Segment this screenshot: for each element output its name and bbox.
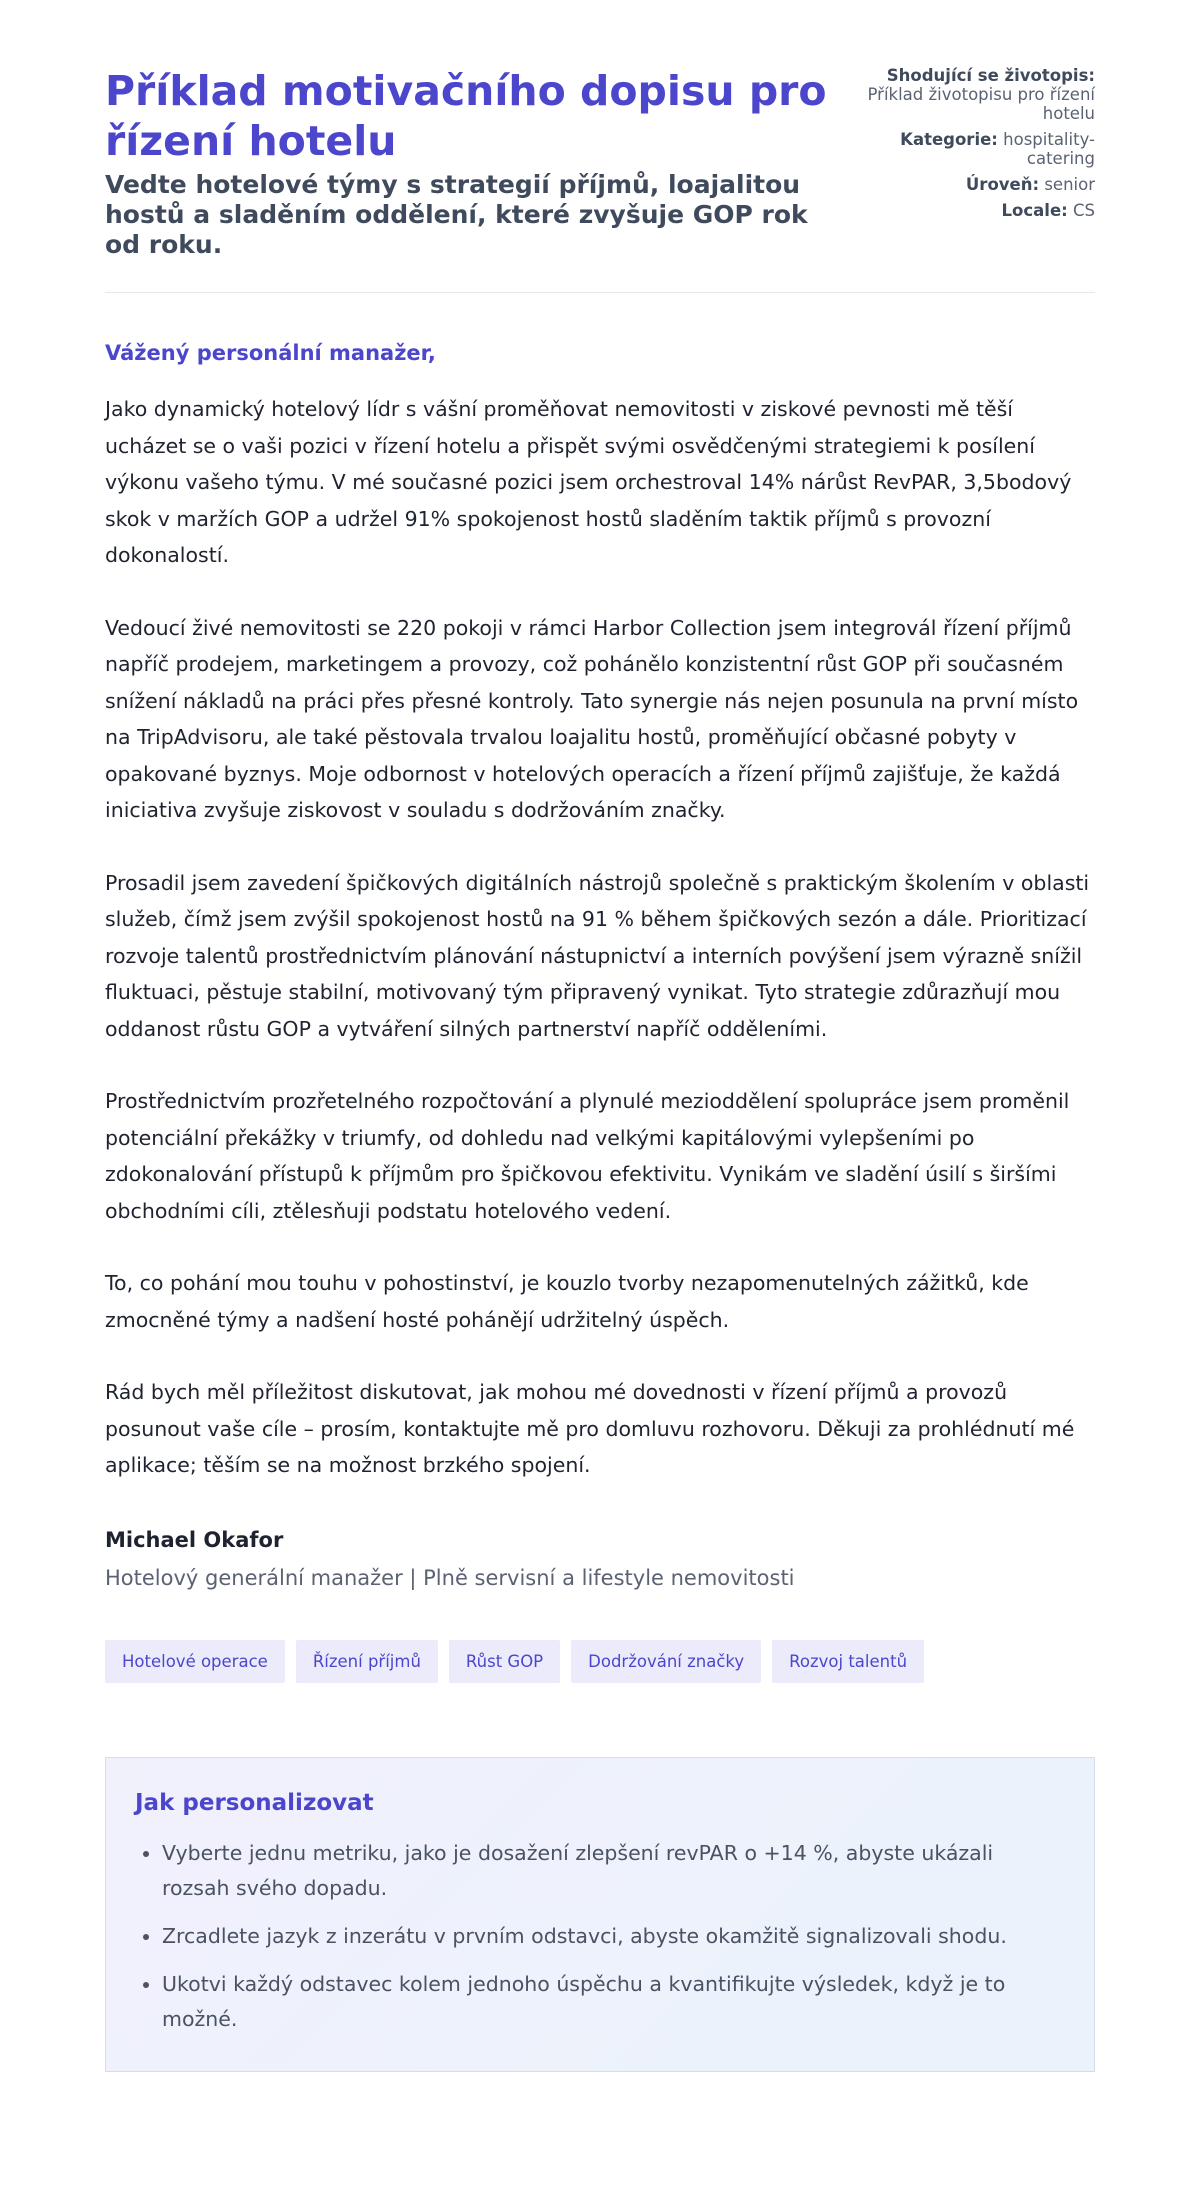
meta-resume-value: Příklad životopisu pro řízení hotelu — [867, 85, 1095, 123]
skill-tags — [105, 1640, 1095, 1683]
meta-locale-value: CS — [1073, 201, 1095, 220]
page-subtitle: Vedte hotelové týmy s strategií příjmů, loajalitou hostů a sladěním oddělení, které zvyšuje GOP rok od roku. — [105, 170, 808, 259]
meta-level-value: senior — [1044, 175, 1095, 194]
letter-paragraph: Vedoucí živé nemovitosti se 220 pokoji v rámci Harbor Collection jsem integrovál řízení příjmů napříč prodejem, marketingem a provozy, což pohánělo konzistentní růst GOP při současném snížení nákladů na práci přes přesné kontroly. Tato synergie nás nejen posunula na první místo na TripAdvisoru, ale také pěstovala trvalou loajalitu hostů, proměňující občasné pobyty v opakované byznys. Moje odbornost v hotelových operacích a řízení příjmů zajišťuje, že každá iniciativa zvyšuje ziskovost v souladu s dodržováním značky. — [105, 615, 1079, 822]
letter-paragraph: Jako dynamický hotelový lídr s vášní proměňovat nemovitosti v ziskové pevnosti mě těší ucházet se o vaši pozici v řízení hotelu a přispět svými osvědčenými strategiemi k posílení výkonu vašeho týmu. V mé současné pozici jsem orchestroval 14% nárůst RevPAR, 3,5bodový skok v maržích GOP a udržel 91% spokojenost hostů sladěním taktik příjmů s provozní dokonalostí. — [105, 397, 1072, 567]
meta-category-value: hospitality-catering — [1003, 130, 1095, 168]
meta-resume — [845, 66, 1095, 123]
skill-tag: Růst GOP — [449, 1640, 560, 1683]
tips-list — [135, 1836, 1065, 2037]
skill-tag: Hotelové operace — [105, 1640, 285, 1683]
meta-level-label: Úroveň: — [965, 175, 1040, 194]
meta-category — [845, 130, 1095, 168]
letter-greeting: Vážený personální manažer, — [105, 341, 436, 365]
page-title: Příklad motivačního dopisu pro řízení hotelu — [105, 67, 827, 165]
cover-letter-page — [105, 0, 1095, 2072]
tip-item: • Zrcadlete jazyk z inzerátu v prvním odstavci, abyste okamžitě signalizovali shodu. — [162, 1919, 1065, 1954]
signature-role: Hotelový generální manažer | Plně servisní a lifestyle nemovitosti — [105, 1565, 795, 1590]
meta-category-label: Kategorie: — [900, 130, 998, 149]
meta-locale — [845, 201, 1095, 220]
tip-item: • Ukotvi každý odstavec kolem jednoho úspěchu a kvantifikujte výsledek, když je to možné. — [162, 1967, 1065, 2037]
skill-tag: Rozvoj talentů — [772, 1640, 924, 1683]
meta-resume-label: Shodující se životopis: — [886, 66, 1095, 85]
tips-title: Jak personalizovat — [135, 1789, 374, 1816]
letter-paragraph: To, co pohání mou touhu v pohostinství, je kouzlo tvorby nezapomenutelných zážitků, kde zmocněné týmy a nadšení hosté pohánějí udržitelný úspěch. — [105, 1271, 1029, 1332]
tip-item: • Vyberte jednu metriku, jako je dosažení zlepšení revPAR o +14 %, abyste ukázali rozsah svého dopadu. — [162, 1836, 1065, 1906]
skill-tag: Řízení příjmů — [296, 1640, 438, 1683]
letter-paragraph: Rád bych měl příležitost diskutovat, jak mohou mé dovednosti v řízení příjmů a provozů posunout vaše cíle – prosím, kontaktujte mě pro domluvu rozhovoru. Děkuji za prohlédnutí mé aplikace; těším se na možnost brzkého spojení. — [105, 1380, 1075, 1477]
personalize-tips-box — [105, 1757, 1095, 2072]
title-block — [105, 66, 835, 260]
letter-paragraph: Prostřednictvím prozřetelného rozpočtování a plynulé mezioddělení spolupráce jsem proměnil potenciální překážky v triumfy, od dohledu nad velkými kapitálovými vylepšeními po zdokonalování přístupů k příjmům pro špičkovou efektivitu. Vynikám ve sladění úsilí s širšími obchodními cíli, ztělesňuji podstatu hotelového vedení. — [105, 1089, 1070, 1223]
meta-locale-label: Locale: — [1001, 201, 1068, 220]
signature-block — [105, 1528, 1095, 1590]
signature-name: Michael Okafor — [105, 1527, 284, 1552]
meta-level — [845, 175, 1095, 194]
skill-tag: Dodržování značky — [571, 1640, 761, 1683]
meta-panel — [845, 66, 1095, 227]
letter-paragraph: Prosadil jsem zavedení špičkových digitálních nástrojů společně s praktickým školením v oblasti služeb, čímž jsem zvýšil spokojenost hostů na 91 % během špičkových sezón a dále. Prioritizací rozvoje talentů prostřednictvím plánování nástupnictví a interních povýšení jsem výrazně snížil fluktuaci, pěstuje stabilní, motivovaný tým připravený vynikat. Tyto strategie zdůrazňují mou oddanost růstu GOP a vytváření silných partnerství napříč odděleními. — [105, 870, 1090, 1041]
letter-body — [105, 293, 1095, 2072]
page-header — [105, 66, 1095, 293]
